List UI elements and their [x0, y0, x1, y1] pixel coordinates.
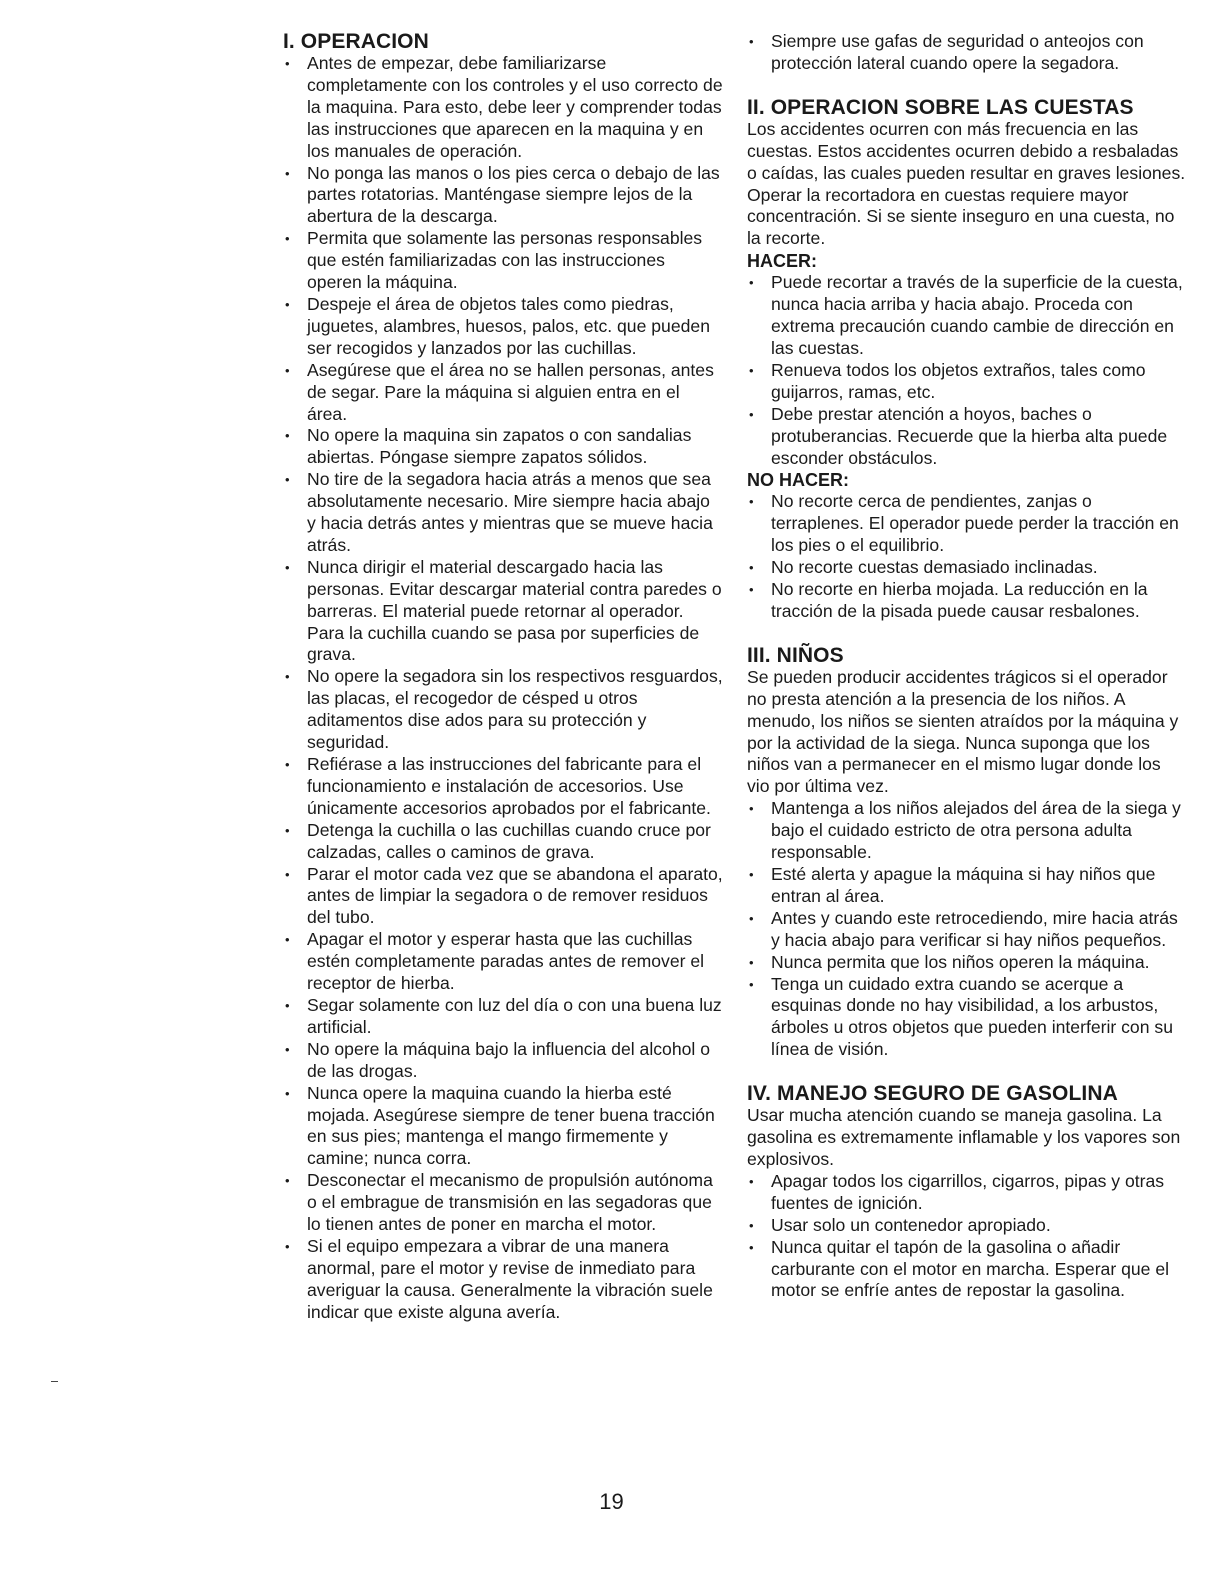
list-item: • Esté alerta y apague la máquina si hay niños que entran al área. [747, 864, 1187, 908]
list-item: • Renueva todos los objetos extraños, tales como guijarros, ramas, etc. [747, 360, 1187, 404]
operation-list [283, 53, 723, 1324]
list-item: • No recorte cerca de pendientes, zanjas o terraplenes. El operador puede perder la tracción en los pies o el equilibrio. [747, 491, 1187, 557]
list-item: • Mantenga a los niños alejados del área de la siega y bajo el cuidado estricto de otra persona adulta responsable. [747, 798, 1187, 864]
list-item: • Si el equipo empezara a vibrar de una manera anormal, pare el motor y revise de inmediato para averiguar la causa. Generalmente la vibración suele indicar que existe alguna avería. [283, 1236, 723, 1324]
section-intro: Los accidentes ocurren con más frecuencia en las cuestas. Estos accidentes ocurren debido a resbaladas o caídas, las cuales pueden resultar en graves lesiones. Operar la recortadora en cuestas requiere mayor concentración. Si se siente inseguro en una cuesta, no la recorte. [747, 118, 1186, 249]
list-item: • No tire de la segadora hacia atrás a menos que sea absolutamente necesario. Mire siempre hacia abajo y hacia detrás antes y mientras que se mueve hacia atrás. [283, 469, 723, 557]
list-item: • Usar solo un contenedor apropiado. [747, 1215, 1187, 1237]
section-title-gasolina: IV. MANEJO SEGURO DE GASOLINA [747, 1082, 1118, 1106]
list-item: • Refiérase a las instrucciones del fabricante para el funcionamiento e instalación de accesorios. Use únicamente accesorios aprobados por el fabricante. [283, 754, 723, 820]
list-item: • No opere la segadora sin los respectivos resguardos, las placas, el recogedor de césped u otros aditamentos dise ados para su protección y seguridad. [283, 666, 723, 754]
children-list [747, 798, 1187, 1061]
section-intro: Se pueden producir accidentes trágicos si el operador no presta atención a la presencia de los niños. A menudo, los niños se sienten atraídos por la máquina y por la actividad de la siega. Nunca suponga que los niños van a permanecer en el mismo lugar donde los vio por última vez. [747, 666, 1179, 797]
section-title-ninos: III. NIÑOS [747, 643, 844, 667]
continued-list [747, 31, 1187, 75]
list-item: • No ponga las manos o los pies cerca o debajo de las partes rotatorias. Manténgase siempre lejos de la abertura de la descarga. [283, 163, 723, 229]
section-title-cuestas: II. OPERACION SOBRE LAS CUESTAS [747, 95, 1134, 119]
list-item: • Siempre use gafas de seguridad o anteojos con protección lateral cuando opere la segadora. [747, 31, 1187, 75]
list-item: • No opere la máquina bajo la influencia del alcohol o de las drogas. [283, 1039, 723, 1083]
right-column [747, 31, 1187, 1302]
list-item: • Puede recortar a través de la superficie de la cuesta, nunca hacia arriba y hacia abajo. Proceda con extrema precaución cuando cambie de dirección en las cuestas. [747, 272, 1187, 360]
list-item: • Detenga la cuchilla o las cuchillas cuando cruce por calzadas, calles o caminos de grava. [283, 820, 723, 864]
list-item: • Permita que solamente las personas responsables que estén familiarizadas con las instrucciones operen la máquina. [283, 228, 723, 294]
left-column [283, 31, 723, 1324]
list-item: • Tenga un cuidado extra cuando se acerque a esquinas donde no hay visibilidad, a los arbustos, árboles u otros objetos que pueden interferir con su línea de visión. [747, 974, 1187, 1062]
list-item: • Despeje el área de objetos tales como piedras, juguetes, alambres, huesos, palos, etc. que pueden ser recogidos y lanzados por las cuchillas. [283, 294, 723, 360]
list-item: • No recorte en hierba mojada. La reducción en la tracción de la pisada puede causar resbalones. [747, 579, 1187, 623]
page-number: 19 [599, 1489, 624, 1514]
list-item: • Segar solamente con luz del día o con una buena luz artificial. [283, 995, 723, 1039]
section-title-operacion: I. OPERACION [283, 30, 429, 53]
list-item: • Nunca permita que los niños operen la máquina. [747, 952, 1187, 974]
scan-mark [51, 1381, 58, 1382]
list-item: • Antes y cuando este retrocediendo, mire hacia atrás y hacia abajo para verificar si hay niños pequeños. [747, 908, 1187, 952]
list-item: • Apagar todos los cigarrillos, cigarros, pipas y otras fuentes de ignición. [747, 1171, 1187, 1215]
subheading-hacer: HACER: [747, 251, 817, 272]
list-item: • No recorte cuestas demasiado inclinadas. [747, 557, 1187, 579]
list-item: • No opere la maquina sin zapatos o con sandalias abiertas. Póngase siempre zapatos sólidos. [283, 425, 723, 469]
list-item: • Debe prestar atención a hoyos, baches o protuberancias. Recuerde que la hierba alta puede esconder obstáculos. [747, 404, 1187, 470]
list-item: • Desconectar el mecanismo de propulsión autónoma o el embrague de transmisión en las segadoras que lo tienen antes de poner en marcha el motor. [283, 1170, 723, 1236]
section-intro: Usar mucha atención cuando se maneja gasolina. La gasolina es extremamente inflamable y los vapores son explosivos. [747, 1105, 1181, 1169]
list-item: • Apagar el motor y esperar hasta que las cuchillas estén completamente paradas antes de remover el receptor de hierba. [283, 929, 723, 995]
fuel-list [747, 1171, 1187, 1302]
subheading-no-hacer: NO HACER: [747, 470, 849, 491]
list-item: • Asegúrese que el área no se hallen personas, antes de segar. Pare la máquina si alguien entra en el área. [283, 360, 723, 426]
list-item: • Nunca quitar el tapón de la gasolina o añadir carburante con el motor en marcha. Esperar que el motor se enfríe antes de repostar la gasolina. [747, 1237, 1187, 1303]
list-item: • Nunca dirigir el material descargado hacia las personas. Evitar descargar material contra paredes o barreras. El material puede retornar al operador. Para la cuchilla cuando se pasa por superficies de grava. [283, 557, 723, 667]
dont-list [747, 491, 1187, 622]
list-item: • Antes de empezar, debe familiarizarse completamente con los controles y el uso correcto de la maquina. Para esto, debe leer y comprender todas las instrucciones que aparecen en la maquina y en los manuales de operación. [283, 53, 723, 163]
list-item: • Parar el motor cada vez que se abandona el aparato, antes de limpiar la segadora o de remover residuos del tubo. [283, 864, 723, 930]
do-list [747, 272, 1187, 469]
list-item: • Nunca opere la maquina cuando la hierba esté mojada. Asegúrese siempre de tener buena tracción en sus pies; mantenga el mango firmemente y camine; nunca corra. [283, 1083, 723, 1171]
